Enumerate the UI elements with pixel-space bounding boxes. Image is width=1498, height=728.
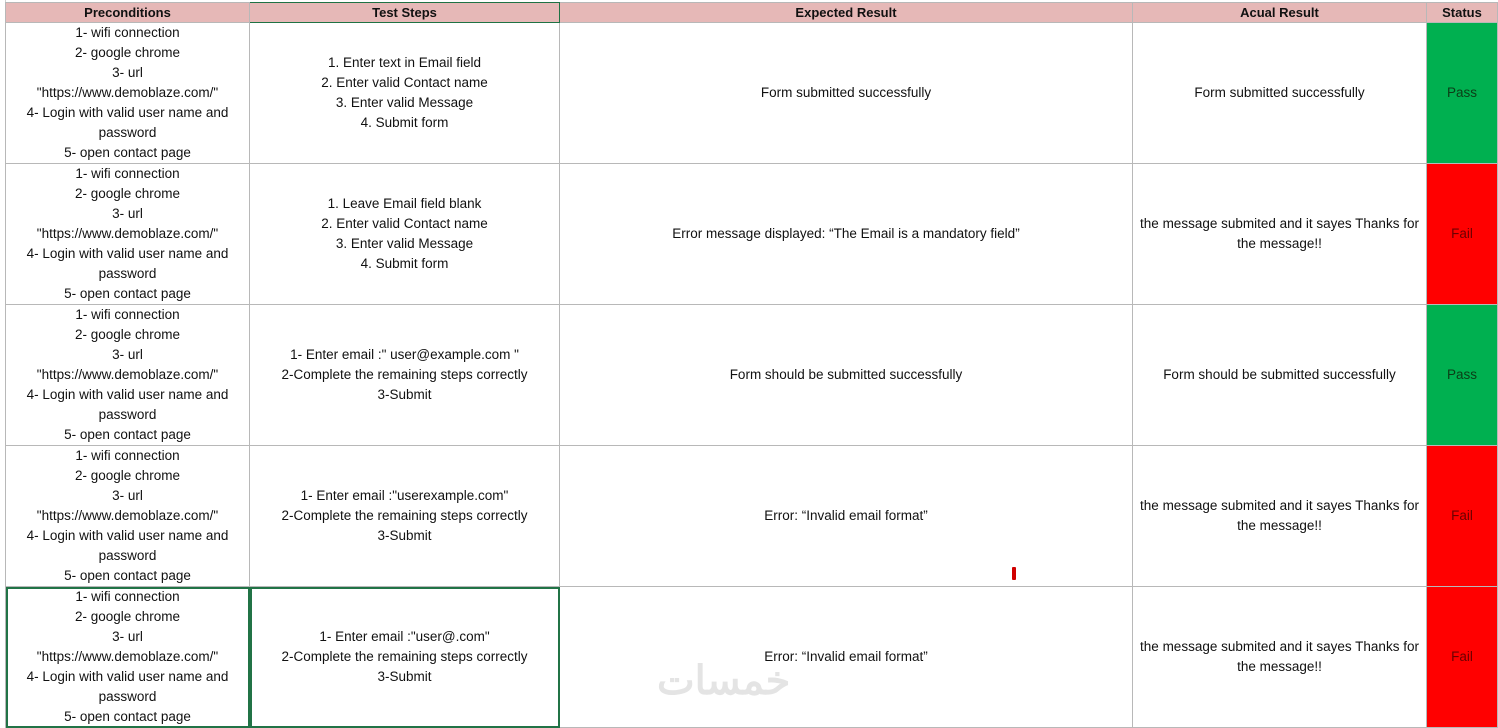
test-step-line: 3-Submit <box>377 528 432 543</box>
cell-expected-result[interactable]: Error message displayed: “The Email is a mandatory field” <box>560 164 1133 305</box>
test-step-line: 1. Enter text in Email field <box>327 55 482 70</box>
cell-test-steps[interactable] <box>250 164 560 305</box>
test-step-line: 3-Submit <box>377 387 432 402</box>
status-badge[interactable]: Fail <box>1427 164 1498 305</box>
precondition-line: 4- Login with valid user name and password <box>26 528 229 563</box>
precondition-line: "https://www.demoblaze.com/" <box>36 649 219 664</box>
table-row <box>6 305 1498 446</box>
cell-preconditions[interactable] <box>6 23 250 164</box>
precondition-line: 2- google chrome <box>74 186 181 201</box>
test-step-line: 1- Enter email :"userexample.com" <box>300 488 509 503</box>
cell-expected-result[interactable]: Form submitted successfully <box>560 23 1133 164</box>
precondition-line: 3- url <box>112 206 143 221</box>
test-step-line: 2. Enter valid Contact name <box>321 75 488 90</box>
status-badge[interactable]: Fail <box>1427 587 1498 728</box>
precondition-line: 1- wifi connection <box>75 307 180 322</box>
precondition-line: 3- url <box>112 65 143 80</box>
table-row <box>6 587 1498 728</box>
cell-actual-result[interactable]: the message submited and it sayes Thanks for the message!! <box>1133 446 1427 587</box>
precondition-line: 1- wifi connection <box>75 25 180 40</box>
watermark-logo: خمسات <box>657 659 791 703</box>
test-step-line: 1- Enter email :" user@example.com " <box>290 347 519 362</box>
header-row <box>6 3 1498 23</box>
precondition-line: 5- open contact page <box>64 427 191 442</box>
precondition-line: 3- url <box>112 488 143 503</box>
cell-preconditions[interactable] <box>6 446 250 587</box>
precondition-line: 3- url <box>112 629 143 644</box>
cursor-marker <box>1012 567 1016 580</box>
precondition-line: "https://www.demoblaze.com/" <box>36 367 219 382</box>
cell-test-steps[interactable] <box>250 587 560 728</box>
precondition-line: 5- open contact page <box>64 145 191 160</box>
test-step-line: 3-Submit <box>377 669 432 684</box>
precondition-line: 4- Login with valid user name and password <box>26 246 229 281</box>
cell-actual-result[interactable]: Form should be submitted successfully <box>1133 305 1427 446</box>
test-step-line: 2. Enter valid Contact name <box>321 216 488 231</box>
cell-test-steps[interactable] <box>250 23 560 164</box>
table-row <box>6 164 1498 305</box>
test-step-line: 2-Complete the remaining steps correctly <box>281 508 528 523</box>
header-actual-result[interactable]: Acual Result <box>1133 3 1427 23</box>
cell-preconditions[interactable] <box>6 587 250 728</box>
precondition-line: "https://www.demoblaze.com/" <box>36 85 219 100</box>
precondition-line: 4- Login with valid user name and password <box>26 105 229 140</box>
header-expected-result[interactable]: Expected Result <box>560 3 1133 23</box>
precondition-line: 2- google chrome <box>74 45 181 60</box>
table-row <box>6 23 1498 164</box>
precondition-line: 2- google chrome <box>74 468 181 483</box>
test-step-line: 4. Submit form <box>360 115 449 130</box>
test-step-line: 1- Enter email :"user@.com" <box>319 629 490 644</box>
test-step-line: 2-Complete the remaining steps correctly <box>281 649 528 664</box>
header-preconditions[interactable]: Preconditions <box>6 3 250 23</box>
precondition-line: 5- open contact page <box>64 709 191 724</box>
test-step-line: 4. Submit form <box>360 256 449 271</box>
header-test-steps[interactable]: Test Steps <box>250 3 560 23</box>
cell-preconditions[interactable] <box>6 305 250 446</box>
precondition-line: "https://www.demoblaze.com/" <box>36 226 219 241</box>
precondition-line: 1- wifi connection <box>75 166 180 181</box>
status-badge[interactable]: Pass <box>1427 305 1498 446</box>
precondition-line: 3- url <box>112 347 143 362</box>
table-row <box>6 446 1498 587</box>
cell-test-steps[interactable] <box>250 305 560 446</box>
precondition-line: 1- wifi connection <box>75 589 180 604</box>
precondition-line: "https://www.demoblaze.com/" <box>36 508 219 523</box>
cell-preconditions[interactable] <box>6 164 250 305</box>
precondition-line: 5- open contact page <box>64 568 191 583</box>
cell-test-steps[interactable] <box>250 446 560 587</box>
precondition-line: 1- wifi connection <box>75 448 180 463</box>
test-step-line: 1. Leave Email field blank <box>327 196 482 211</box>
test-case-table <box>5 2 1498 728</box>
status-badge[interactable]: Fail <box>1427 446 1498 587</box>
cell-actual-result[interactable]: the message submited and it sayes Thanks for the message!! <box>1133 587 1427 728</box>
cell-actual-result[interactable]: Form submitted successfully <box>1133 23 1427 164</box>
cell-expected-result[interactable]: Error: “Invalid email format” <box>560 587 1133 728</box>
table-body <box>6 23 1498 728</box>
test-step-line: 3. Enter valid Message <box>335 95 474 110</box>
test-step-line: 2-Complete the remaining steps correctly <box>281 367 528 382</box>
cell-expected-result[interactable]: Error: “Invalid email format” <box>560 446 1133 587</box>
precondition-line: 4- Login with valid user name and password <box>26 387 229 422</box>
precondition-line: 5- open contact page <box>64 286 191 301</box>
header-status[interactable]: Status <box>1427 3 1498 23</box>
cell-actual-result[interactable]: the message submited and it sayes Thanks for the message!! <box>1133 164 1427 305</box>
precondition-line: 4- Login with valid user name and password <box>26 669 229 704</box>
precondition-line: 2- google chrome <box>74 327 181 342</box>
precondition-line: 2- google chrome <box>74 609 181 624</box>
test-step-line: 3. Enter valid Message <box>335 236 474 251</box>
cell-expected-result[interactable]: Form should be submitted successfully <box>560 305 1133 446</box>
status-badge[interactable]: Pass <box>1427 23 1498 164</box>
